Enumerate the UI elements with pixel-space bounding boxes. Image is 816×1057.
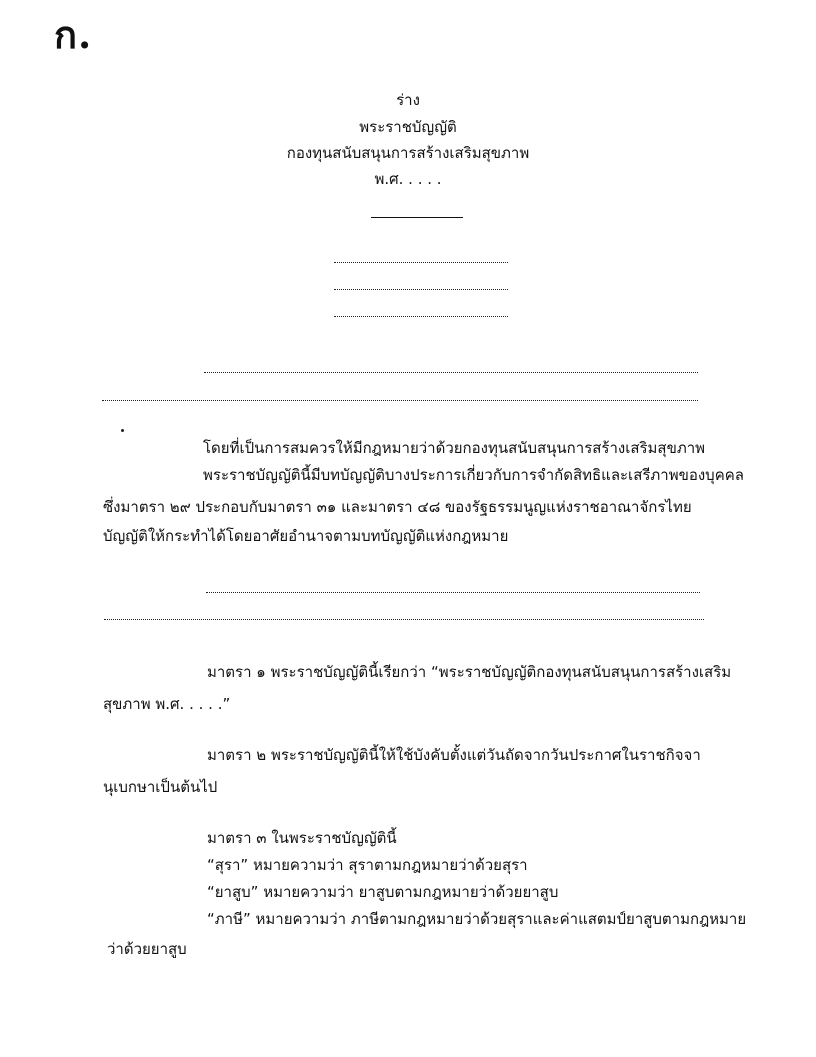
definition-tax-line-1: “ภาษี” หมายความว่า ภาษีตามกฎหมายว่าด้วยสุราและค่าแสตมป์ยาสูบตามกฎหมาย xyxy=(207,910,747,928)
section-1-line-2: สุขภาพ พ.ศ. . . . .” xyxy=(103,695,231,713)
blank-line-5 xyxy=(102,400,698,401)
act-year: พ.ศ. . . . . xyxy=(374,170,442,188)
act-title: พระราชบัญญัติ xyxy=(359,118,457,136)
blank-line-2 xyxy=(334,289,508,290)
definition-liquor: “สุรา” หมายความว่า สุราตามกฎหมายว่าด้วยสุรา xyxy=(207,856,528,874)
speck xyxy=(121,429,124,432)
section-2-line-1: มาตรา ๒ พระราชบัญญัตินี้ให้ใช้บังคับตั้งแต่วันถัดจากวันประกาศในราชกิจจา xyxy=(207,746,701,764)
blank-line-1 xyxy=(334,262,508,263)
draft-label: ร่าง xyxy=(396,91,420,109)
blank-line-6 xyxy=(206,592,700,593)
definition-tobacco: “ยาสูบ” หมายความว่า ยาสูบตามกฎหมายว่าด้วยยาสูบ xyxy=(207,883,559,901)
preamble-line-4: บัญญัติให้กระทำได้โดยอาศัยอำนาจตามบทบัญญัติแห่งกฎหมาย xyxy=(103,527,509,545)
blank-line-7 xyxy=(104,619,704,620)
blank-line-3 xyxy=(334,316,508,317)
section-3-heading: มาตรา ๓ ในพระราชบัญญัตินี้ xyxy=(207,829,397,847)
blank-line-4 xyxy=(204,372,698,373)
act-subtitle: กองทุนสนับสนุนการสร้างเสริมสุขภาพ xyxy=(286,144,530,162)
preamble-line-2: พระราชบัญญัตินี้มีบทบัญญัติบางประการเกี่ยวกับการจำกัดสิทธิและเสรีภาพของบุคคล xyxy=(203,466,744,484)
section-1-line-1: มาตรา ๑ พระราชบัญญัตินี้เรียกว่า “พระราชบัญญัติกองทุนสนับสนุนการสร้างเสริม xyxy=(207,663,732,681)
title-divider xyxy=(371,217,463,218)
section-2-line-2: นุเบกษาเป็นต้นไป xyxy=(103,778,218,796)
handwritten-corner-mark: ก. xyxy=(54,12,93,57)
preamble-line-1: โดยที่เป็นการสมควรให้มีกฎหมายว่าด้วยกองทุนสนับสนุนการสร้างเสริมสุขภาพ xyxy=(203,439,706,457)
preamble-line-3: ซึ่งมาตรา ๒๙ ประกอบกับมาตรา ๓๑ และมาตรา ๔๘ ของรัฐธรรมนูญแห่งราชอาณาจักรไทย xyxy=(103,498,692,516)
definition-tax-line-2: ว่าด้วยยาสูบ xyxy=(107,940,187,958)
